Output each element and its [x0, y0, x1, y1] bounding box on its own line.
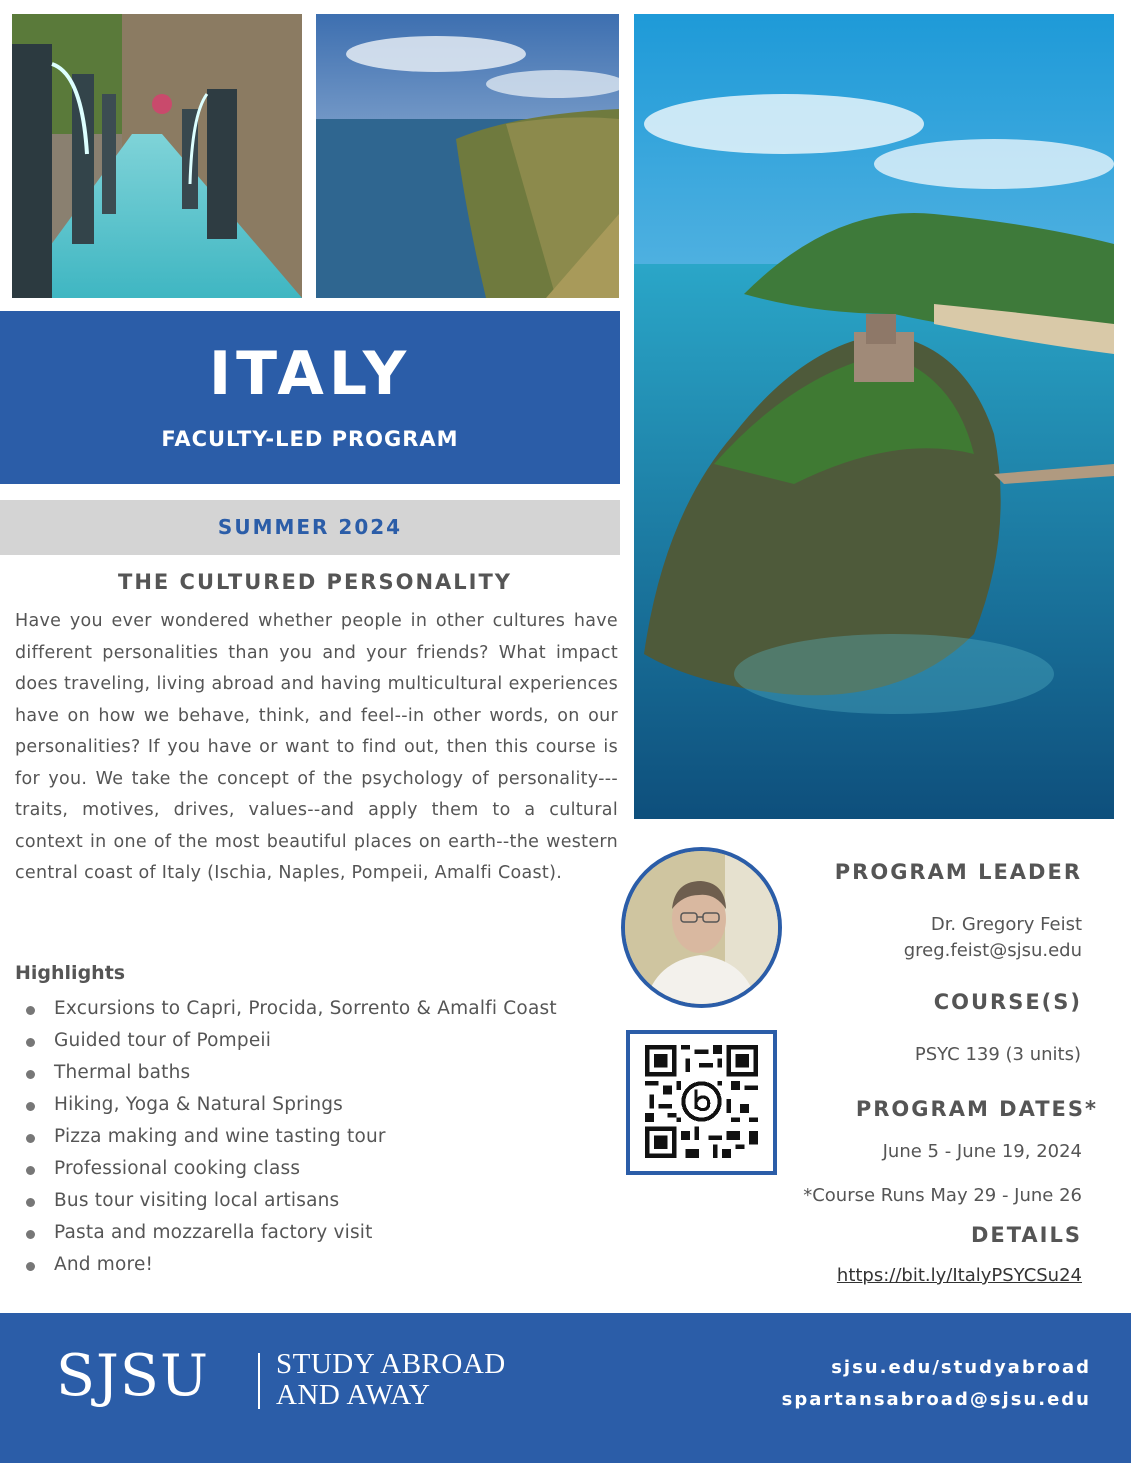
qr-code[interactable] — [626, 1030, 777, 1175]
courses-heading: COURSE(S) — [933, 990, 1082, 1014]
highlight-item: Professional cooking class — [24, 1153, 557, 1185]
program-term: SUMMER 2024 — [217, 515, 403, 539]
program-leader-heading: PROGRAM LEADER — [834, 860, 1082, 884]
footer-website[interactable]: sjsu.edu/studyabroad — [831, 1357, 1091, 1378]
highlights-list — [24, 993, 557, 1281]
details-link-container — [837, 1265, 1082, 1286]
highlight-item: Excursions to Capri, Procida, Sorrento & Amalfi Coast — [24, 993, 557, 1025]
program-type: FACULTY-LED PROGRAM — [161, 427, 459, 451]
program-dates: June 5 - June 19, 2024 — [882, 1141, 1082, 1162]
program-leader-email[interactable]: greg.feist@sjsu.edu — [903, 940, 1082, 961]
details-heading: DETAILS — [970, 1223, 1082, 1247]
details-link[interactable]: https://bit.ly/ItalyPSYCSu24 — [836, 1265, 1082, 1286]
sjsu-logo: SJSU — [56, 1343, 209, 1409]
footer — [0, 1313, 1131, 1463]
footer-email[interactable]: spartansabroad@sjsu.edu — [781, 1389, 1091, 1410]
term-banner — [0, 500, 620, 555]
castle-island-photo — [634, 14, 1114, 819]
highlight-item: Hiking, Yoga & Natural Springs — [24, 1089, 557, 1121]
course-code: PSYC 139 (3 units) — [914, 1044, 1081, 1065]
highlights-heading: Highlights — [15, 962, 126, 984]
thermal-pool-photo — [12, 14, 302, 298]
program-title: ITALY — [208, 339, 412, 409]
program-dates-heading: PROGRAM DATES* — [855, 1097, 1098, 1121]
course-description: Have you ever wondered whether people in other cultures have different personalities than you and your friends? What impact does traveling, living abroad and having multicultural experiences have on how we behave, think, and feel--in other words, on our personalities? If you have or want to find out, then this course is for you. We take the concept of the psychology of personality---traits, motives, drives, values--and apply them to a cultural context in one of the most beautiful places on earth--the western central coast of Italy (Ischia, Naples, Pompeii, Amalfi Coast). — [15, 611, 618, 883]
title-banner — [0, 311, 620, 484]
course-dates-note: *Course Runs May 29 - June 26 — [803, 1185, 1082, 1206]
highlight-item: Guided tour of Pompeii — [24, 1025, 557, 1057]
highlight-item: Thermal baths — [24, 1057, 557, 1089]
highlight-item: Pizza making and wine tasting tour — [24, 1121, 557, 1153]
coastline-photo — [316, 14, 619, 298]
highlight-item: Bus tour visiting local artisans — [24, 1185, 557, 1217]
highlight-item: Pasta and mozzarella factory visit — [24, 1217, 557, 1249]
logo-text-line2: AND AWAY — [276, 1379, 431, 1411]
program-leader-name: Dr. Gregory Feist — [930, 914, 1082, 935]
program-leader-photo — [621, 847, 782, 1008]
logo-text-line1: STUDY ABROAD — [276, 1348, 506, 1380]
course-title: THE CULTURED PERSONALITY — [118, 570, 512, 594]
logo-divider — [258, 1353, 260, 1409]
highlight-item: And more! — [24, 1249, 557, 1281]
